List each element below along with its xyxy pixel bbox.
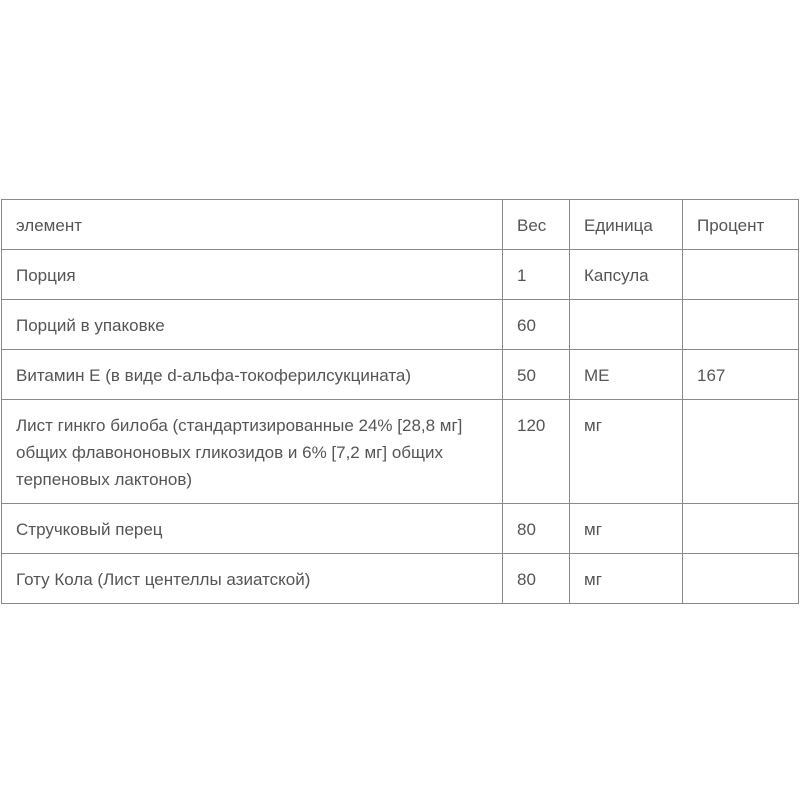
table-row <box>2 350 799 400</box>
cell-weight: 120 <box>503 400 570 504</box>
table-row <box>2 504 799 554</box>
table-row <box>2 554 799 604</box>
cell-weight: 1 <box>503 250 570 300</box>
cell-percent <box>683 504 799 554</box>
cell-weight: 80 <box>503 504 570 554</box>
cell-item: Витамин Е (в виде d-альфа-токоферилсукцината) <box>2 350 503 400</box>
cell-unit: Капсула <box>570 250 683 300</box>
supplement-facts-table <box>1 199 799 604</box>
cell-percent <box>683 250 799 300</box>
cell-item: Готу Кола (Лист центеллы азиатской) <box>2 554 503 604</box>
cell-weight: 50 <box>503 350 570 400</box>
table-header-row <box>2 200 799 250</box>
cell-item: Лист гинкго билоба (стандартизированные 24% [28,8 мг] общих флавононовых гликозидов и 6% [7,2 мг] общих терпеновых лактонов) <box>2 400 503 504</box>
cell-item: Порция <box>2 250 503 300</box>
cell-item: Порций в упаковке <box>2 300 503 350</box>
table-row <box>2 300 799 350</box>
table-row <box>2 250 799 300</box>
header-percent: Процент <box>683 200 799 250</box>
cell-item: Стручковый перец <box>2 504 503 554</box>
cell-percent <box>683 300 799 350</box>
cell-percent: 167 <box>683 350 799 400</box>
cell-weight: 80 <box>503 554 570 604</box>
cell-percent <box>683 554 799 604</box>
cell-unit: МЕ <box>570 350 683 400</box>
header-weight: Вес <box>503 200 570 250</box>
header-item: элемент <box>2 200 503 250</box>
cell-unit: мг <box>570 400 683 504</box>
cell-unit: мг <box>570 504 683 554</box>
cell-unit <box>570 300 683 350</box>
cell-percent <box>683 400 799 504</box>
cell-weight: 60 <box>503 300 570 350</box>
header-unit: Единица <box>570 200 683 250</box>
cell-unit: мг <box>570 554 683 604</box>
table-row <box>2 400 799 504</box>
